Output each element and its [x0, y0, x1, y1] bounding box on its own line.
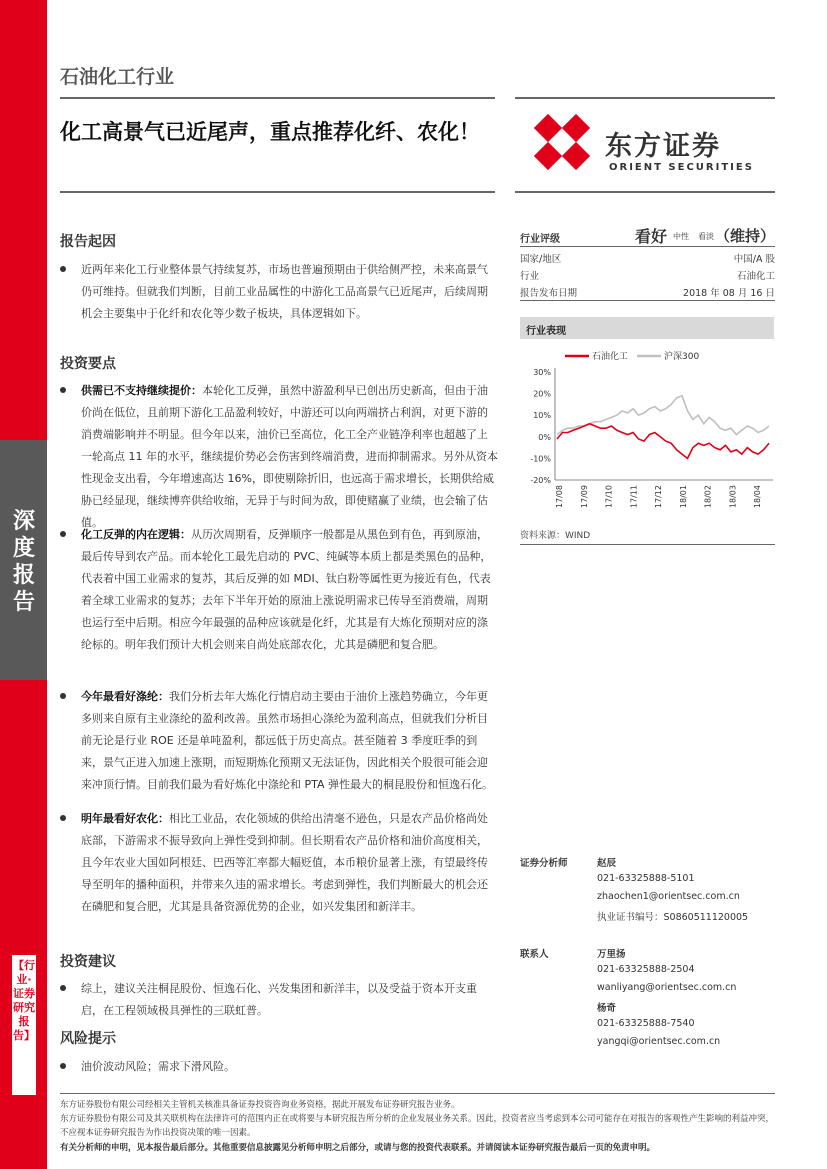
divider [60, 97, 495, 99]
report-title: 化工高景气已近尾声，重点推荐化纤、农化！ [60, 120, 480, 144]
analyst-email[interactable]: zhaochen1@orientsec.com.cn [597, 891, 740, 902]
section-title-risk: 风险提示 [60, 1031, 116, 1047]
logo-text-cn: 东方证券 [605, 131, 721, 162]
section-title-reason: 报告起因 [60, 234, 116, 250]
paragraph-text: 从历次周期看，反弹顺序一般都是从黑色到有色，再到原油，最后传导到农产品。而本轮化工最先启动的 PVC、纯碱等本质上都是类黑色的品种，代表着中国工业需求的复苏，其后反弹的如 MDI、钛白粉等属性更为接近有色，代表着全球工业需求的复苏；去年下半年开始的原油上涨说明需求已传导至消费端，周期也运行至中后期。相应今年最强的品种应该就是化纤，尤其是有大炼化预期对应的涤纶标的。明年我们预计大机会则来自尚处底部农化，尤其是磷肥和复合肥。 [81, 528, 492, 651]
paragraph-point-1 [60, 380, 498, 534]
point-heading: 化工反弹的内在逻辑： [81, 528, 191, 541]
info-label: 行业 [520, 271, 540, 282]
info-value: 石油化工 [736, 271, 775, 282]
performance-header: 行业表现 [520, 317, 774, 339]
y-tick-label: 30% [533, 368, 551, 377]
series-line [557, 424, 769, 459]
analyst-name: 赵辰 [597, 858, 617, 869]
contact-name: 杨奇 [597, 1003, 617, 1014]
contact-email[interactable]: wanliyang@orientsec.com.cn [597, 982, 737, 993]
report-type-label: 深度报告 [12, 509, 35, 615]
info-value: 中国/A 股 [733, 254, 775, 265]
rating-label: 行业评级 [520, 234, 560, 245]
report-category-label: 【行业·证券研究报告】 [12, 955, 36, 1095]
contact-name: 万里扬 [597, 949, 626, 960]
analyst-label: 证券分析师 [520, 858, 568, 869]
legend-label: 石油化工 [592, 352, 629, 362]
section-title-advice: 投资建议 [60, 954, 116, 970]
x-tick-label: 17/08 [555, 485, 564, 509]
section-title-highlights: 投资要点 [60, 356, 116, 372]
industry-name: 石油化工行业 [60, 66, 175, 88]
divider [520, 544, 775, 545]
legend-label: 沪深300 [664, 352, 700, 362]
analyst-cert: 执业证书编号：S0860511120005 [597, 912, 749, 923]
contact-phone: 021-63325888-7540 [597, 1018, 695, 1029]
divider [520, 246, 775, 247]
paragraph-point-2 [60, 524, 498, 656]
divider [60, 191, 495, 193]
info-label: 报告发布日期 [520, 288, 578, 299]
y-tick-label: 20% [533, 389, 551, 399]
bullet-icon [60, 387, 66, 393]
performance-chart [515, 346, 780, 516]
paragraph-point-4 [60, 808, 498, 918]
paragraph-advice [60, 978, 498, 1022]
divider [515, 191, 775, 193]
y-tick-label: -20% [530, 476, 551, 485]
paragraph-text: 本轮化工反弹，虽然中游盈利早已创出历史新高，但由于油价尚在低位，且前期下游化工品盈利较好，中游还可以向两端挤占利润，对更下游的消费端影响并不明显。但今年以来，油价已至高位，化工全产业链净利率也超越了上一轮高点 11 年的水平，继续提价势必会伤害到终端消费，进而抑制需求。另外从资本性现金支出看，今年增速高达 16%，即使剔除折旧，也远高于需求增长，长期供给威胁已经显现，继续博弈供给收缩，无异于与时间为敌，即使赌赢了业绩，也会输了估值。 [81, 384, 498, 529]
bullet-icon [60, 531, 66, 537]
paragraph-text: 近两年来化工行业整体景气持续复苏，市场也普遍预期由于供给侧严控，未来高景气仍可维持。但就我们判断，目前工业品属性的中游化工品高景气已近尾声，后续周期机会主要集中于化纤和农化等少数子板块，具体逻辑如下。 [81, 263, 488, 320]
y-tick-label: 0% [538, 432, 551, 442]
logo-text-en: ORIENT SECURITIES [609, 162, 754, 173]
bullet-icon [60, 693, 66, 699]
point-heading: 明年最看好农化： [81, 812, 169, 825]
contact-label: 联系人 [520, 949, 549, 960]
series-line [557, 396, 769, 435]
contact-phone: 021-63325888-2504 [597, 964, 695, 975]
footer-disclaimer-1: 东方证券股份有限公司经相关主管机关核准具备证券投资咨询业务资格，据此开展发布证券研究报告业务。 [60, 1100, 460, 1110]
rating-row [520, 228, 775, 248]
paragraph-text: 相比工业品，农化领域的供给出清毫不逊色，只是农产品价格尚处底部，下游需求不振导致向上弹性受到抑制。但长期看农产品价格和油价高度相关，且今年农业大国如阿根廷、巴西等汇率都大幅贬值，本币粮价显著上涨，有望最终传导至明年的播种面积，并带来久违的需求增长。考虑到弹性，我们判断最大的机会还在磷肥和复合肥，尤其是具备资源优势的企业，如兴发集团和新洋丰。 [81, 812, 488, 913]
y-tick-label: 10% [533, 411, 551, 421]
contact-email[interactable]: yangqi@orientsec.com.cn [597, 1036, 721, 1047]
chart-source: 资料来源：WIND [520, 531, 591, 541]
x-tick-label: 17/10 [604, 485, 614, 509]
bullet-icon [60, 815, 66, 821]
x-tick-label: 18/03 [728, 485, 738, 509]
rating-value: 看好 [635, 227, 668, 246]
info-value: 2018 年 08 月 16 日 [683, 288, 775, 299]
x-tick-label: 18/04 [753, 485, 762, 509]
point-heading: 供需已不支持继续提价： [81, 384, 202, 397]
paragraph-reason [60, 259, 498, 325]
divider [515, 97, 775, 99]
analyst-phone: 021-63325888-5101 [597, 873, 695, 884]
rating-option-neutral: 中性 [673, 232, 689, 241]
bullet-icon [60, 985, 66, 991]
x-tick-label: 17/12 [654, 485, 663, 509]
paragraph-risk [60, 1056, 498, 1078]
y-tick-label: -10% [530, 454, 551, 464]
rating-option-negative: 看淡 [698, 232, 714, 241]
info-label: 国家/地区 [520, 254, 562, 265]
point-heading: 今年最看好涤纶： [81, 690, 169, 703]
bullet-icon [60, 266, 66, 272]
paragraph-point-3 [60, 686, 498, 796]
bullet-icon [60, 1063, 66, 1069]
x-tick-label: 18/02 [703, 485, 713, 509]
footer-disclaimer-2: 东方证券股份有限公司及其关联机构在法律许可的范围内正在或将要与本研究报告所分析的企业发展业务关系。因此，投资者应当考虑到本公司可能存在对报告的客观性产生影响的利益冲突，不应视本证券研究报告为作出投资决策的唯一因素。 [60, 1114, 775, 1138]
paragraph-text: 我们分析去年大炼化行情启动主要由于油价上涨趋势确立，今年更多则来自原有主业涤纶的盈利改善。虽然市场担心涤纶为盈利高点，但就我们分析目前无论是行业 ROE 还是单吨盈利，都远低于历史高点。甚至随着 3 季度旺季的到来，景气正进入加速上涨期，而短期炼化预期又无法证伪，因此相关个股很可能会迎来冲顶行情。目前我们最为看好炼化中涤纶和 PTA 弹性最大的桐昆股份和恒逸石化。 [81, 690, 494, 791]
paragraph-text: 油价波动风险；需求下滑风险。 [81, 1060, 235, 1073]
footer-disclaimer-3: 有关分析师的申明，见本报告最后部分。其他重要信息披露见分析师申明之后部分，或请与您的投资代表联系。并请阅读本证券研究报告最后一页的免责申明。 [60, 1143, 656, 1153]
x-tick-label: 17/09 [579, 485, 589, 509]
divider [60, 1093, 775, 1094]
x-tick-label: 17/11 [629, 485, 639, 509]
divider [520, 300, 775, 301]
rating-maintain: （维持） [714, 227, 775, 245]
x-tick-label: 18/01 [678, 485, 688, 509]
paragraph-text: 综上，建议关注桐昆股份、恒逸石化、兴发集团和新洋丰，以及受益于资本开支重启，在工程领域极具弹性的三联虹普。 [81, 982, 477, 1017]
